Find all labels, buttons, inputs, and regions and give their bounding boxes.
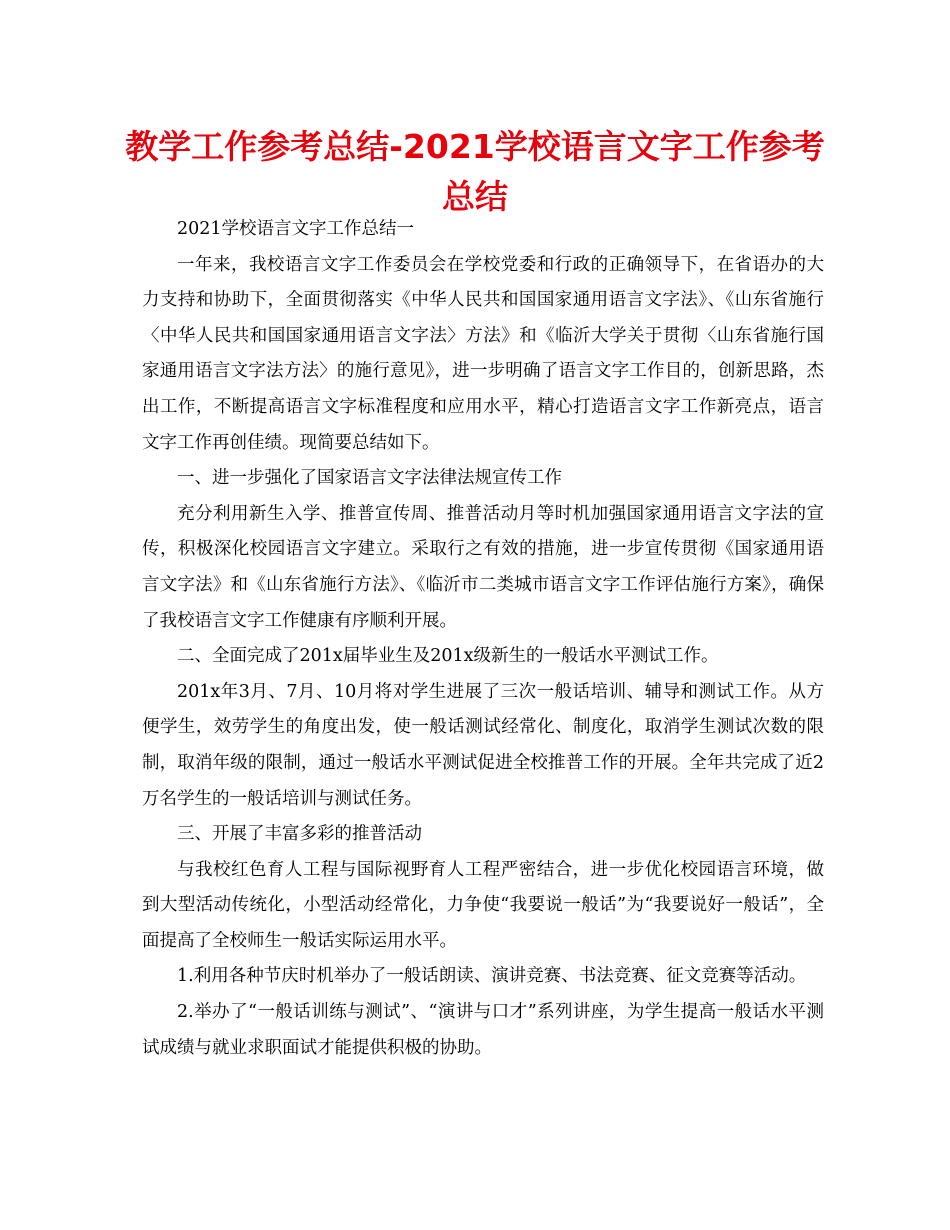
section-heading-3: 三、开展了丰富多彩的推普活动	[177, 824, 422, 845]
list-item-1: 1.利用各种节庆时机举办了一般话朗读、演讲竞赛、书法竞赛、征文竞赛等活动。	[177, 966, 807, 987]
document-title: 教学工作参考总结-2021学校语言文字工作参考总结	[125, 127, 825, 216]
paragraph-intro: 一年来，我校语言文字工作委员会在学校党委和行政的正确领导下，在省语办的大力支持和协助下，全面贯彻落实《中华人民共和国国家通用语言文字法》、《山东省施行〈中华人民共和国国家通用语言文字法〉方法》和《临沂大学关于贯彻〈山东省施行国家通用语言文字法方法〉的施行意见》，进一步明确了语言文字工作目的，创新思路，杰出工作，不断提高语言文字标准程度和应用水平，精心打造语言文字工作新亮点，语言文字工作再创佳绩。现简要总结如下。	[142, 254, 824, 453]
paragraph-section-3: 与我校红色育人工程与国际视野育人工程严密结合，进一步优化校园语言环境，做到大型活动传统化，小型活动经常化，力争使“我要说一般话”为“我要说好一般话”，全面提高了全校师生一般话实际运用水平。	[142, 859, 824, 951]
list-item-2: 2.举办了“一般话训练与测试”、“演讲与口才”系列讲座，为学生提高一般话水平测试成绩与就业求职面试才能提供积极的协助。	[142, 1002, 824, 1058]
section-heading-1: 一、进一步强化了国家语言文字法律法规宣传工作	[177, 468, 562, 489]
paragraph-section-1: 充分利用新生入学、推普宣传周、推普活动月等时机加强国家通用语言文字法的宣传，积极深化校园语言文字建立。采取行之有效的措施，进一步宣传贯彻《国家通用语言文字法》和《山东省施行方法》、《临沂市二类城市语言文字工作评估施行方案》，确保了我校语言文字工作健康有序顺利开展。	[142, 503, 824, 631]
paragraph-subtitle: 2021学校语言文字工作总结一	[177, 219, 415, 239]
document-body	[142, 212, 824, 1066]
paragraph-section-2: 201x年3月、7月、10月将对学生进展了三次一般话培训、辅导和测试工作。从方便学生，效劳学生的角度出发，使一般话测试经常化、制度化，取消学生测试次数的限制，取消年级的限制，通过一般话水平测试促进全校推普工作的开展。全年共完成了近2万名学生的一般话培训与测试任务。	[142, 681, 824, 809]
section-heading-2: 二、全面完成了201x届毕业生及201x级新生的一般话水平测试工作。	[177, 646, 719, 667]
